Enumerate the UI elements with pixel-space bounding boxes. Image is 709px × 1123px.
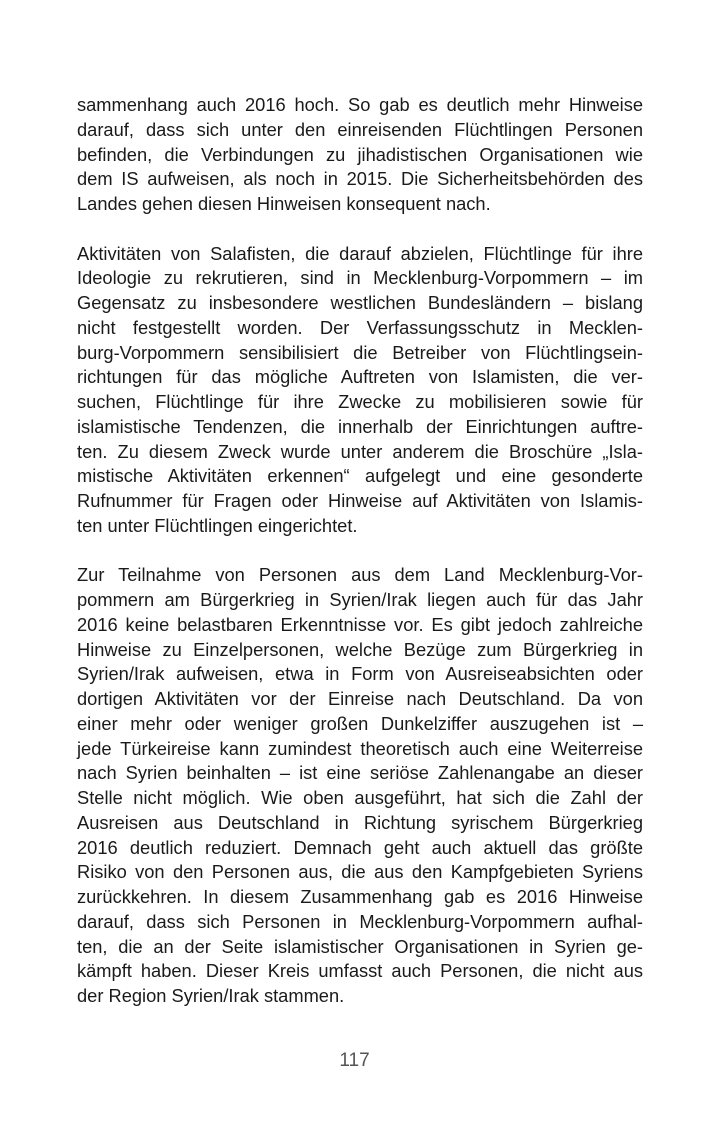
paragraph — [77, 242, 643, 539]
text-line: nach Syrien beinhalten – ist eine seriöse Zahlenangabe an dieser — [77, 762, 643, 784]
text-line: darauf, dass sich unter den einreisenden Flüchtlingen Personen — [77, 118, 643, 140]
text-line: Hinweise zu Einzelpersonen, welche Bezüge zum Bürgerkrieg in — [77, 638, 643, 660]
text-line: Syrien/Irak aufweisen, etwa in Form von Ausreiseabsichten oder — [77, 663, 643, 685]
text-line: mistische Aktivitäten erkennen“ aufgelegt und eine gesonderte — [77, 465, 643, 487]
text-line: burg-Vorpommern sensibilisiert die Betreiber von Flüchtlingsein- — [77, 341, 643, 363]
text-line: suchen, Flüchtlinge für ihre Zwecke zu mobilisieren sowie für — [77, 391, 643, 412]
text-line: befinden, die Verbindungen zu jihadistischen Organisationen wie — [77, 143, 643, 165]
text-line: Landes gehen diesen Hinweisen konsequent nach. — [77, 193, 491, 214]
text-line: dortigen Aktivitäten vor der Einreise nach Deutschland. Da von — [77, 688, 643, 709]
text-line: einer mehr oder weniger großen Dunkelziffer auszugehen ist – — [77, 712, 643, 734]
paragraph — [77, 563, 643, 1009]
body-text — [77, 93, 643, 1009]
text-line: Rufnummer für Fragen oder Hinweise auf Aktivitäten von Islamis- — [77, 490, 643, 511]
paragraph — [77, 93, 643, 217]
text-line: islamistische Tendenzen, die innerhalb der Einrichtungen auftre- — [77, 415, 643, 437]
text-line: Stelle nicht möglich. Wie oben ausgeführt, hat sich die Zahl der — [77, 787, 643, 808]
page-number: 117 — [339, 1050, 370, 1071]
text-line: ten, die an der Seite islamistischer Organisationen in Syrien ge- — [77, 935, 643, 957]
text-line: sammenhang auch 2016 hoch. So gab es deutlich mehr Hinweise — [77, 94, 643, 115]
text-line: der Region Syrien/Irak stammen. — [77, 985, 345, 1006]
paragraph-spacer — [77, 217, 643, 242]
text-line: ten. Zu diesem Zweck wurde unter anderem die Broschüre „Isla- — [77, 440, 643, 462]
text-line: 2016 deutlich reduziert. Demnach geht auch aktuell das größte — [77, 836, 643, 858]
text-line: Gegensatz zu insbesondere westlichen Bundesländern – bislang — [77, 292, 643, 313]
text-line: dem IS aufweisen, als noch in 2015. Die Sicherheitsbehörden des — [77, 168, 643, 190]
text-line: ten unter Flüchtlingen eingerichtet. — [77, 514, 358, 536]
text-line: Zur Teilnahme von Personen aus dem Land Mecklenburg-Vor- — [77, 564, 643, 586]
paragraph-spacer — [77, 539, 643, 564]
text-line: richtungen für das mögliche Auftreten von Islamisten, die ver- — [77, 366, 643, 388]
text-line: Risiko von den Personen aus, die aus den Kampfgebieten Syriens — [77, 861, 643, 883]
text-line: Ideologie zu rekrutieren, sind in Mecklenburg-Vorpommern – im — [77, 267, 643, 289]
text-line: nicht festgestellt worden. Der Verfassungsschutz in Mecklen- — [77, 316, 643, 338]
text-line: kämpft haben. Dieser Kreis umfasst auch Personen, die nicht aus — [77, 960, 643, 982]
text-line: Aktivitäten von Salafisten, die darauf abzielen, Flüchtlinge für ihre — [77, 242, 643, 264]
text-line: 2016 keine belastbaren Erkenntnisse vor. Es gibt jedoch zahlreiche — [77, 613, 643, 635]
text-line: pommern am Bürgerkrieg in Syrien/Irak liegen auch für das Jahr — [77, 589, 643, 610]
text-line: Ausreisen aus Deutschland in Richtung syrischem Bürgerkrieg — [77, 811, 643, 833]
text-line: jede Türkeireise kann zumindest theoretisch auch eine Weiterreise — [77, 737, 643, 759]
text-line: zurückkehren. In diesem Zusammenhang gab es 2016 Hinweise — [77, 886, 643, 907]
text-line: darauf, dass sich Personen in Mecklenburg-Vorpommern aufhal- — [77, 910, 643, 932]
